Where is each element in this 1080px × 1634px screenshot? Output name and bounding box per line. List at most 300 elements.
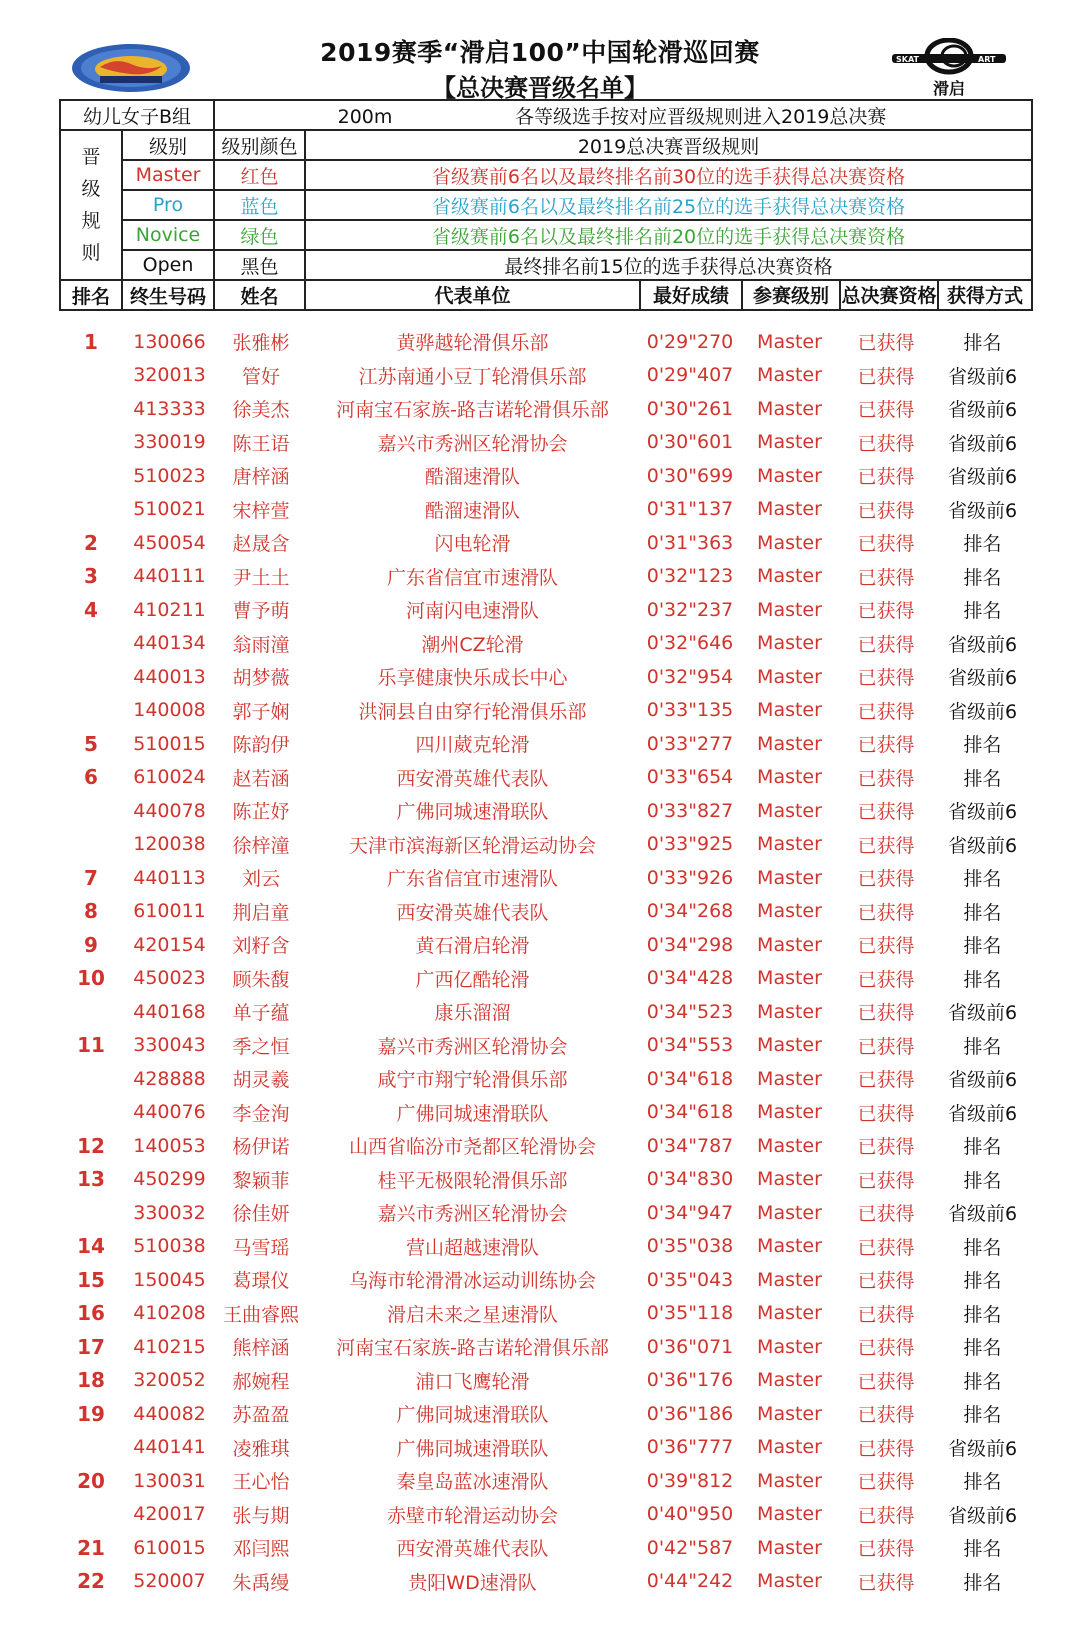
- qualification-cell: 已获得: [857, 667, 915, 690]
- best-time-cell: 0'30"261: [646, 397, 734, 420]
- rules-col-color: 级别颜色: [214, 130, 305, 160]
- method-cell: 排名: [963, 968, 1002, 991]
- best-time-cell: 0'32"123: [646, 565, 734, 588]
- method-cell: 排名: [963, 332, 1002, 355]
- table-row: [59, 1129, 1031, 1163]
- rank-cell: 10: [77, 966, 105, 991]
- unit-cell: 酷溜速滑队: [424, 499, 520, 522]
- best-time-cell: 0'33"135: [646, 699, 734, 722]
- method-cell: 排名: [963, 868, 1002, 891]
- method-cell: 省级前6: [947, 700, 1018, 723]
- level-cell: Master: [757, 1000, 822, 1023]
- qualification-cell: 已获得: [857, 1136, 915, 1159]
- number-cell: 440013: [133, 665, 206, 688]
- best-time-cell: 0'39"812: [646, 1469, 734, 1492]
- table-row: [59, 1029, 1031, 1063]
- unit-cell: 康乐溜溜: [434, 1002, 511, 1025]
- level-cell: Master: [757, 1302, 822, 1325]
- unit-cell: 西安滑英雄代表队: [396, 1538, 549, 1561]
- unit-cell: 黄石滑启轮滑: [415, 935, 530, 958]
- name-cell: 徐美杰: [232, 399, 290, 422]
- unit-cell: 河南宝石家族-路吉诺轮滑俱乐部: [336, 1337, 609, 1360]
- qualification-cell: 已获得: [857, 1270, 915, 1293]
- best-time-cell: 0'34"268: [646, 900, 734, 923]
- number-cell: 428888: [133, 1067, 206, 1090]
- best-time-cell: 0'36"071: [646, 1335, 734, 1358]
- number-cell: 450054: [133, 531, 206, 554]
- qualification-cell: 已获得: [857, 700, 915, 723]
- unit-cell: 乐享健康快乐成长中心: [377, 667, 568, 690]
- header-best: 最好成绩: [641, 281, 743, 309]
- name-cell: 管好: [241, 365, 280, 388]
- method-cell: 省级前6: [947, 1069, 1018, 1092]
- number-cell: 420154: [133, 933, 206, 956]
- qualification-cell: 已获得: [857, 1002, 915, 1025]
- rules-side-label: 晋 级 规 则: [60, 130, 122, 280]
- method-cell: 排名: [963, 533, 1002, 556]
- number-cell: 440141: [133, 1436, 206, 1459]
- qualification-cell: 已获得: [857, 734, 915, 757]
- header-unit: 代表单位: [306, 281, 641, 309]
- qualification-cell: 已获得: [857, 1337, 915, 1360]
- table-row: [59, 660, 1031, 694]
- best-time-cell: 0'35"118: [646, 1302, 734, 1325]
- table-row: [59, 359, 1031, 393]
- table-row: [59, 392, 1031, 426]
- qualification-cell: 已获得: [857, 767, 915, 790]
- method-cell: 排名: [963, 1538, 1002, 1561]
- number-cell: 410211: [133, 598, 206, 621]
- table-row: [59, 1397, 1031, 1431]
- name-cell: 陈韵伊: [232, 734, 290, 757]
- rank-cell: 2: [84, 530, 98, 555]
- rank-cell: 20: [77, 1468, 105, 1493]
- level-cell: Master: [757, 498, 822, 521]
- number-cell: 610024: [133, 766, 206, 789]
- method-cell: 省级前6: [947, 834, 1018, 857]
- qualification-cell: 已获得: [857, 633, 915, 656]
- number-cell: 410215: [133, 1335, 206, 1358]
- method-cell: 排名: [963, 1571, 1002, 1594]
- rules-col-rule: 2019总决赛晋级规则: [305, 130, 1032, 160]
- qualification-cell: 已获得: [857, 432, 915, 455]
- best-time-cell: 0'35"038: [646, 1235, 734, 1258]
- best-time-cell: 0'29"407: [646, 364, 734, 387]
- qualification-cell: 已获得: [857, 1504, 915, 1527]
- qualification-cell: 已获得: [857, 466, 915, 489]
- name-cell: 季之恒: [232, 1035, 290, 1058]
- best-time-cell: 0'33"654: [646, 766, 734, 789]
- name-cell: 郝婉程: [232, 1370, 290, 1393]
- qualification-cell: 已获得: [857, 868, 915, 891]
- number-cell: 320013: [133, 364, 206, 387]
- number-cell: 330043: [133, 1034, 206, 1057]
- unit-cell: 桂平无极限轮滑俱乐部: [377, 1169, 568, 1192]
- unit-cell: 洪洞县自由穿行轮滑俱乐部: [358, 700, 587, 723]
- qualification-cell: 已获得: [857, 1571, 915, 1594]
- name-cell: 朱禹缦: [232, 1571, 290, 1594]
- level-cell: Master: [757, 531, 822, 554]
- rank-cell: 7: [84, 865, 98, 890]
- name-cell: 陈王语: [232, 432, 290, 455]
- level-cell: Master: [757, 632, 822, 655]
- method-cell: 省级前6: [947, 1002, 1018, 1025]
- header-name: 姓名: [214, 280, 305, 310]
- best-time-cell: 0'34"618: [646, 1067, 734, 1090]
- level-cell: Master: [757, 732, 822, 755]
- best-time-cell: 0'34"553: [646, 1034, 734, 1057]
- level-cell: Master: [757, 1134, 822, 1157]
- level-cell: Master: [757, 431, 822, 454]
- table-row: [59, 895, 1031, 929]
- name-cell: 赵若涵: [232, 767, 290, 790]
- level-cell: Master: [757, 1536, 822, 1559]
- qualification-cell: 已获得: [857, 1437, 915, 1460]
- qualification-cell: 已获得: [857, 1303, 915, 1326]
- brand-logo: [888, 38, 1010, 100]
- level-cell: Master: [757, 330, 822, 353]
- qualification-cell: 已获得: [857, 935, 915, 958]
- rule-level-master: Master: [122, 160, 214, 190]
- level-cell: Master: [757, 799, 822, 822]
- best-time-cell: 0'33"925: [646, 833, 734, 856]
- unit-cell: 河南宝石家族-路吉诺轮滑俱乐部: [336, 399, 609, 422]
- table-row: [59, 426, 1031, 460]
- unit-cell: 酷溜速滑队: [424, 466, 520, 489]
- table-row: [59, 1565, 1031, 1599]
- number-cell: 610015: [133, 1536, 206, 1559]
- table-row: [59, 1431, 1031, 1465]
- rank-cell: 19: [77, 1401, 105, 1426]
- rank-cell: 5: [84, 731, 98, 756]
- best-time-cell: 0'34"428: [646, 967, 734, 990]
- table-row: [59, 962, 1031, 996]
- method-cell: 排名: [963, 1471, 1002, 1494]
- best-time-cell: 0'33"827: [646, 799, 734, 822]
- rank-cell: 4: [84, 597, 98, 622]
- qualification-cell: 已获得: [857, 1069, 915, 1092]
- unit-cell: 闪电轮滑: [434, 533, 511, 556]
- table-row: [59, 861, 1031, 895]
- method-cell: 省级前6: [947, 399, 1018, 422]
- table-row: [59, 1196, 1031, 1230]
- method-cell: 排名: [963, 734, 1002, 757]
- number-cell: 440134: [133, 632, 206, 655]
- number-cell: 510038: [133, 1235, 206, 1258]
- level-cell: Master: [757, 866, 822, 889]
- best-time-cell: 0'34"618: [646, 1101, 734, 1124]
- best-time-cell: 0'34"523: [646, 1000, 734, 1023]
- rule-color-novice: 绿色: [214, 220, 305, 250]
- name-cell: 徐佳妍: [232, 1203, 290, 1226]
- rule-level-novice: Novice: [122, 220, 214, 250]
- level-cell: Master: [757, 1268, 822, 1291]
- rank-cell: 1: [84, 329, 98, 354]
- table-row: [59, 727, 1031, 761]
- qualification-cell: 已获得: [857, 968, 915, 991]
- qualification-cell: 已获得: [857, 1538, 915, 1561]
- name-cell: 唐梓涵: [232, 466, 290, 489]
- method-cell: 省级前6: [947, 633, 1018, 656]
- method-cell: 排名: [963, 1303, 1002, 1326]
- level-cell: Master: [757, 833, 822, 856]
- unit-cell: 山西省临汾市尧都区轮滑协会: [348, 1136, 596, 1159]
- best-time-cell: 0'35"043: [646, 1268, 734, 1291]
- name-cell: 宋梓萱: [232, 499, 290, 522]
- rule-text-master: 省级赛前6名以及最终排名前30位的选手获得总决赛资格: [305, 160, 1032, 190]
- name-cell: 翁雨潼: [232, 633, 290, 656]
- table-row: [59, 1096, 1031, 1130]
- number-cell: 130066: [133, 330, 206, 353]
- method-cell: 排名: [963, 566, 1002, 589]
- method-cell: 省级前6: [947, 499, 1018, 522]
- rule-text-novice: 省级赛前6名以及最终排名前20位的选手获得总决赛资格: [305, 220, 1032, 250]
- level-cell: Master: [757, 1101, 822, 1124]
- table-row: [59, 1297, 1031, 1331]
- header-qualification: 总决赛资格: [841, 281, 939, 309]
- method-cell: 排名: [963, 600, 1002, 623]
- table-row: [59, 593, 1031, 627]
- name-cell: 黎颖菲: [232, 1169, 290, 1192]
- number-cell: 413333: [133, 397, 206, 420]
- qualification-cell: 已获得: [857, 1102, 915, 1125]
- best-time-cell: 0'36"186: [646, 1402, 734, 1425]
- table-row: [59, 694, 1031, 728]
- method-cell: 排名: [963, 1035, 1002, 1058]
- qualification-cell: 已获得: [857, 1471, 915, 1494]
- name-cell: 杨伊诺: [232, 1136, 290, 1159]
- table-row: [59, 1263, 1031, 1297]
- header-unit-etc: [305, 280, 1032, 310]
- table-row: [59, 627, 1031, 661]
- method-cell: 排名: [963, 1404, 1002, 1427]
- unit-cell: 黄骅越轮滑俱乐部: [396, 332, 549, 355]
- name-cell: 赵晟含: [232, 533, 290, 556]
- rule-level-pro: Pro: [122, 190, 214, 220]
- rules-col-level: 级别: [122, 130, 214, 160]
- level-cell: Master: [757, 699, 822, 722]
- table-row: [59, 1163, 1031, 1197]
- header-level: 参赛级别: [743, 281, 841, 309]
- header-number: 终生号码: [122, 280, 214, 310]
- method-cell: 省级前6: [947, 432, 1018, 455]
- number-cell: 510021: [133, 498, 206, 521]
- name-cell: 王曲睿熙: [222, 1303, 299, 1326]
- info-cell: [214, 100, 1032, 130]
- svg-text:SKAT: SKAT: [896, 55, 919, 64]
- name-cell: 邓闫熙: [232, 1538, 290, 1561]
- level-cell: Master: [757, 1201, 822, 1224]
- unit-cell: 滑启未来之星速滑队: [386, 1303, 558, 1326]
- unit-cell: 乌海市轮滑滑冰运动训练协会: [348, 1270, 596, 1293]
- name-cell: 徐梓潼: [232, 834, 290, 857]
- qualification-cell: 已获得: [857, 1169, 915, 1192]
- rule-color-open: 黑色: [214, 250, 305, 280]
- level-cell: Master: [757, 1235, 822, 1258]
- qualification-cell: 已获得: [857, 1035, 915, 1058]
- level-cell: Master: [757, 1503, 822, 1526]
- table-row: [59, 794, 1031, 828]
- name-cell: 苏盈盈: [232, 1404, 290, 1427]
- best-time-cell: 0'32"954: [646, 665, 734, 688]
- number-cell: 450299: [133, 1168, 206, 1191]
- unit-cell: 广东省信宜市速滑队: [386, 566, 558, 589]
- table-row: [59, 1230, 1031, 1264]
- name-cell: 凌雅琪: [232, 1437, 290, 1460]
- level-cell: Master: [757, 665, 822, 688]
- method-cell: 排名: [963, 1136, 1002, 1159]
- number-cell: 330019: [133, 431, 206, 454]
- table-row: [59, 761, 1031, 795]
- page-subtitle: 【总决赛晋级名单】: [432, 74, 648, 102]
- qualification-cell: 已获得: [857, 1203, 915, 1226]
- unit-cell: 营山超越速滑队: [405, 1236, 539, 1259]
- number-cell: 610011: [133, 900, 206, 923]
- qualification-cell: 已获得: [857, 1370, 915, 1393]
- level-cell: Master: [757, 364, 822, 387]
- level-cell: Master: [757, 1436, 822, 1459]
- best-time-cell: 0'31"363: [646, 531, 734, 554]
- method-cell: 排名: [963, 1370, 1002, 1393]
- unit-cell: 嘉兴市秀洲区轮滑协会: [377, 1035, 568, 1058]
- rank-cell: 17: [77, 1334, 105, 1359]
- number-cell: 130031: [133, 1469, 206, 1492]
- qualification-cell: 已获得: [857, 499, 915, 522]
- name-cell: 郭子娴: [232, 700, 290, 723]
- rank-cell: 16: [77, 1301, 105, 1326]
- page-title: 2019赛季“滑启100”中国轮滑巡回赛: [320, 38, 760, 67]
- method-cell: 省级前6: [947, 1437, 1018, 1460]
- best-time-cell: 0'40"950: [646, 1503, 734, 1526]
- rank-cell: 18: [77, 1368, 105, 1393]
- number-cell: 420017: [133, 1503, 206, 1526]
- table-row: [59, 560, 1031, 594]
- qualification-cell: 已获得: [857, 600, 915, 623]
- number-cell: 440082: [133, 1402, 206, 1425]
- name-cell: 尹土土: [232, 566, 290, 589]
- rank-cell: 15: [77, 1267, 105, 1292]
- number-cell: 410208: [133, 1302, 206, 1325]
- name-cell: 张与期: [232, 1504, 290, 1527]
- rank-cell: 6: [84, 765, 98, 790]
- results-list: [59, 325, 1031, 1598]
- number-cell: 440168: [133, 1000, 206, 1023]
- unit-cell: 赤壁市轮滑运动协会: [386, 1504, 558, 1527]
- qualification-cell: 已获得: [857, 399, 915, 422]
- info-note: 各等级选手按对应晋级规则进入2019总决赛: [515, 105, 887, 128]
- best-time-cell: 0'36"176: [646, 1369, 734, 1392]
- rank-cell: 22: [77, 1569, 105, 1594]
- table-row: [59, 1062, 1031, 1096]
- rule-text-open: 最终排名前15位的选手获得总决赛资格: [305, 250, 1032, 280]
- level-cell: Master: [757, 933, 822, 956]
- svg-text:滑启: 滑启: [932, 79, 966, 98]
- unit-cell: 贵阳WD速滑队: [408, 1571, 537, 1594]
- unit-cell: 天津市滨海新区轮滑运动协会: [348, 834, 596, 857]
- method-cell: 排名: [963, 901, 1002, 924]
- number-cell: 510023: [133, 464, 206, 487]
- name-cell: 刘云: [241, 868, 280, 891]
- method-cell: 排名: [963, 1236, 1002, 1259]
- rule-color-master: 红色: [214, 160, 305, 190]
- number-cell: 440076: [133, 1101, 206, 1124]
- name-cell: 胡梦薇: [232, 667, 290, 690]
- level-cell: Master: [757, 464, 822, 487]
- level-cell: Master: [757, 1034, 822, 1057]
- rank-cell: 12: [77, 1133, 105, 1158]
- number-cell: 440111: [133, 565, 206, 588]
- name-cell: 陈芷妤: [232, 801, 290, 824]
- name-cell: 马雪瑶: [232, 1236, 290, 1259]
- level-cell: Master: [757, 900, 822, 923]
- table-row: [59, 995, 1031, 1029]
- rank-cell: 21: [77, 1535, 105, 1560]
- qualification-cell: 已获得: [857, 332, 915, 355]
- rank-cell: 9: [84, 932, 98, 957]
- best-time-cell: 0'31"137: [646, 498, 734, 521]
- level-cell: Master: [757, 1168, 822, 1191]
- distance-label: 200m: [337, 105, 393, 128]
- best-time-cell: 0'29"270: [646, 330, 734, 353]
- method-cell: 省级前6: [947, 801, 1018, 824]
- level-cell: Master: [757, 1067, 822, 1090]
- method-cell: 排名: [963, 1337, 1002, 1360]
- svg-text:ART: ART: [978, 55, 996, 64]
- header-method: 获得方式: [947, 285, 1024, 307]
- number-cell: 320052: [133, 1369, 206, 1392]
- best-time-cell: 0'33"926: [646, 866, 734, 889]
- unit-cell: 咸宁市翔宁轮滑俱乐部: [377, 1069, 568, 1092]
- level-cell: Master: [757, 1335, 822, 1358]
- method-cell: 省级前6: [947, 667, 1018, 690]
- qualification-cell: 已获得: [857, 1236, 915, 1259]
- table-row: [59, 1531, 1031, 1565]
- unit-cell: 嘉兴市秀洲区轮滑协会: [377, 1203, 568, 1226]
- method-cell: 排名: [963, 767, 1002, 790]
- level-cell: Master: [757, 1570, 822, 1593]
- unit-cell: 西安滑英雄代表队: [396, 767, 549, 790]
- best-time-cell: 0'32"237: [646, 598, 734, 621]
- qualification-cell: 已获得: [857, 566, 915, 589]
- rule-text-pro: 省级赛前6名以及最终排名前25位的选手获得总决赛资格: [305, 190, 1032, 220]
- level-cell: Master: [757, 397, 822, 420]
- number-cell: 120038: [133, 833, 206, 856]
- name-cell: 单子蕴: [232, 1002, 290, 1025]
- level-cell: Master: [757, 598, 822, 621]
- name-cell: 曹予萌: [232, 600, 290, 623]
- qualification-cell: 已获得: [857, 1404, 915, 1427]
- table-row: [59, 1330, 1031, 1364]
- name-cell: 李金洵: [232, 1102, 290, 1125]
- number-cell: 150045: [133, 1268, 206, 1291]
- rank-cell: 14: [77, 1234, 105, 1259]
- best-time-cell: 0'42"587: [646, 1536, 734, 1559]
- unit-cell: 嘉兴市秀洲区轮滑协会: [377, 432, 568, 455]
- table-row: [59, 459, 1031, 493]
- rules-table: [59, 99, 1033, 311]
- name-cell: 荆启童: [232, 901, 290, 924]
- name-cell: 胡灵羲: [232, 1069, 290, 1092]
- table-row: [59, 1464, 1031, 1498]
- table-row: [59, 1498, 1031, 1532]
- group-cell: 幼儿女子B组: [60, 100, 214, 130]
- best-time-cell: 0'34"298: [646, 933, 734, 956]
- table-row: [59, 928, 1031, 962]
- method-cell: 省级前6: [947, 1102, 1018, 1125]
- name-cell: 刘籽含: [232, 935, 290, 958]
- best-time-cell: 0'30"699: [646, 464, 734, 487]
- number-cell: 140008: [133, 699, 206, 722]
